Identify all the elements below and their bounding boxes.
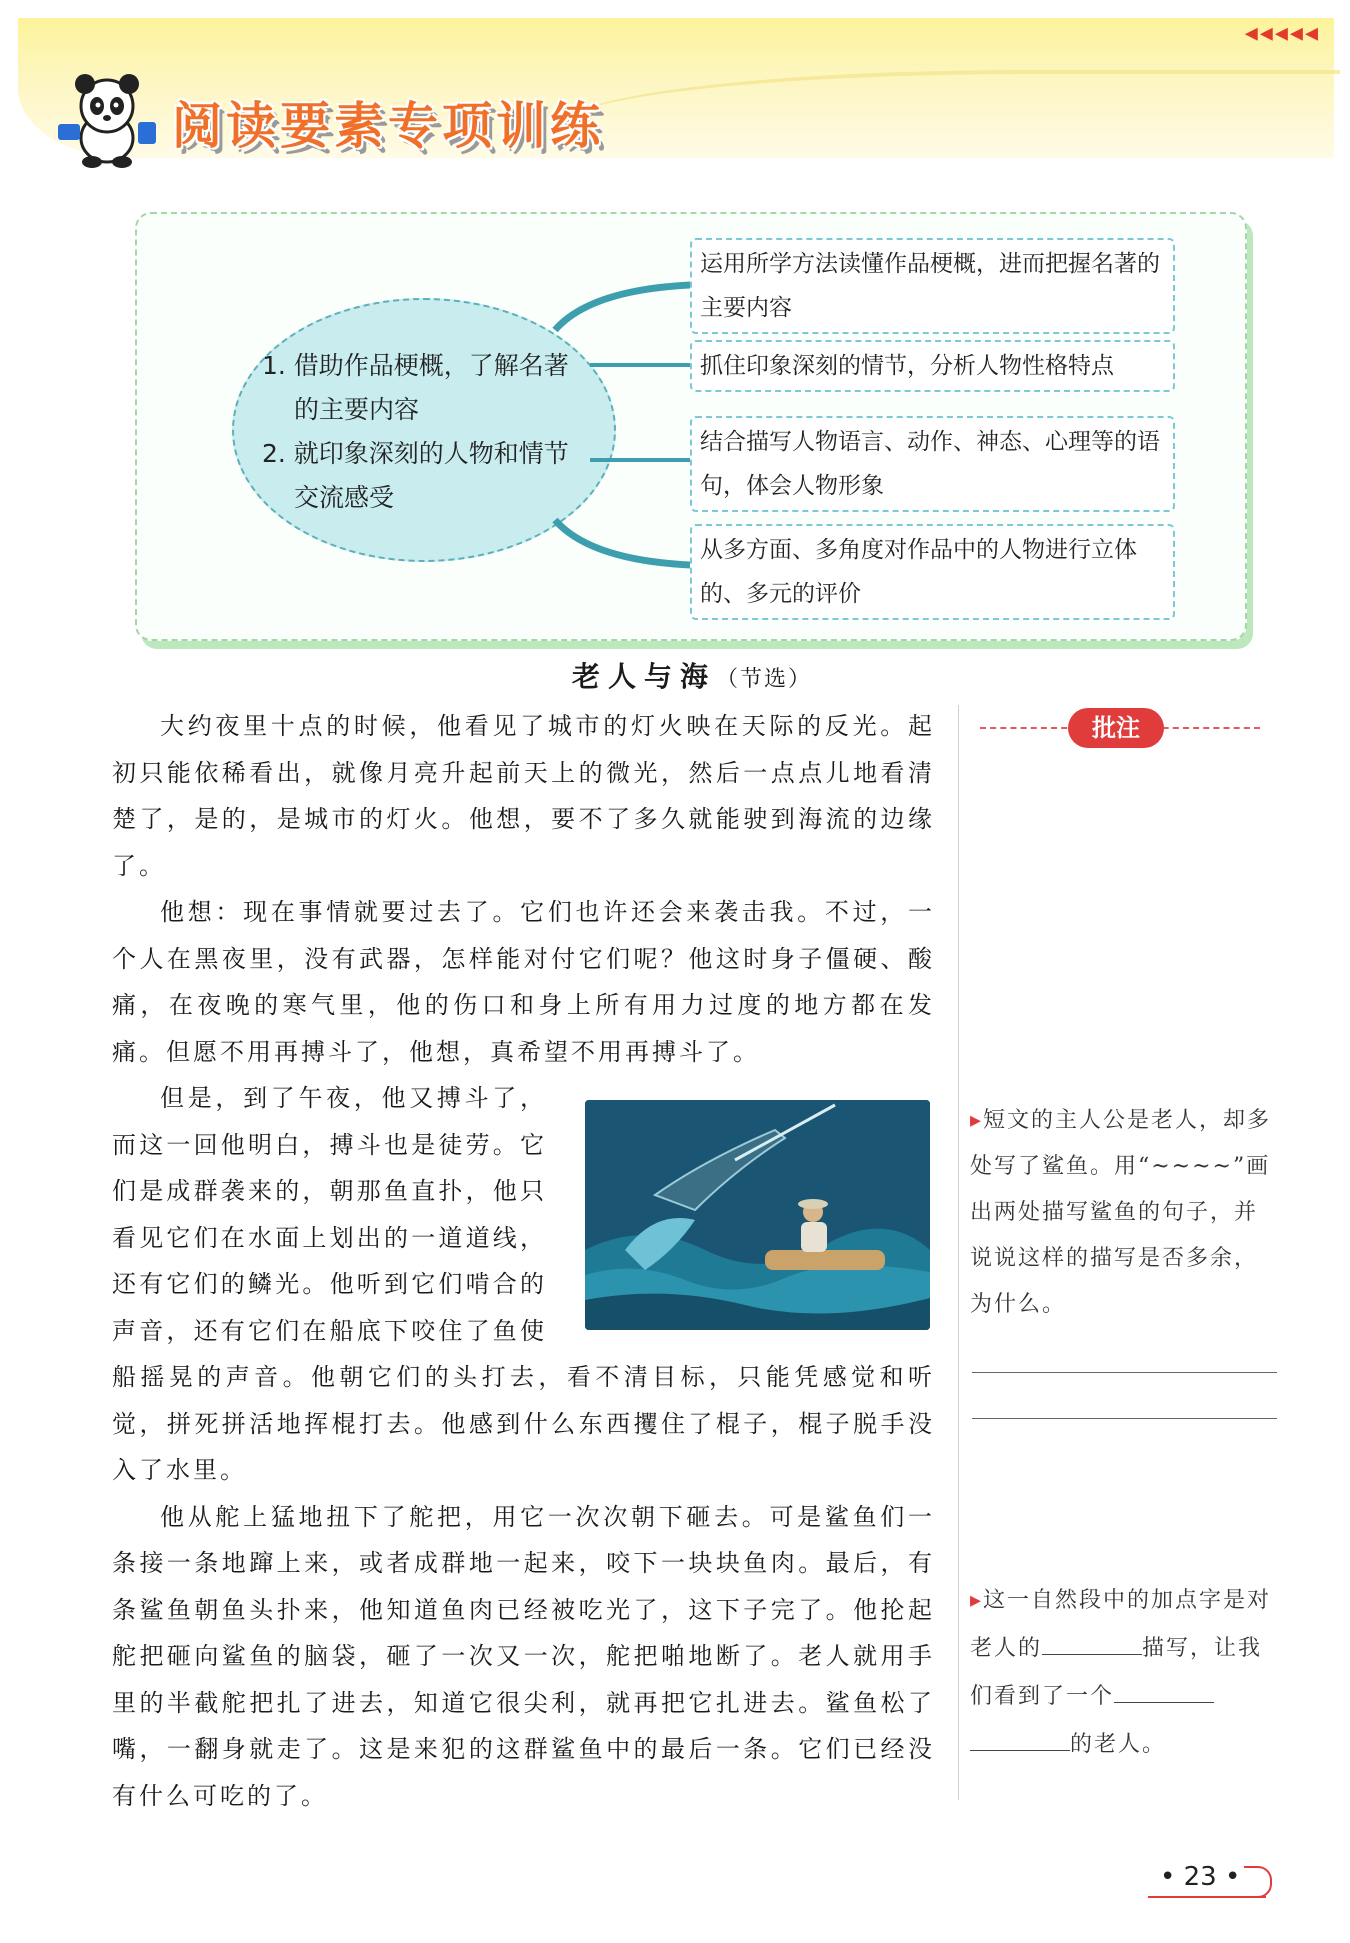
paragraph: 他想：现在事情就要过去了。它们也许还会来袭击我。不过，一个人在黑夜里，没有武器，怎样能对付它们呢？他这时身子僵硬、酸痛，在夜晚的寒气里，他的伤口和身上所有用力过度的地方都在发痛。但愿不用再搏斗了，他想，真希望不用再搏斗了。 — [112, 898, 935, 1066]
triangle-icon: ▸ — [970, 1588, 984, 1613]
panda-mascot-icon — [52, 68, 162, 168]
note-text: 的老人。 — [1070, 1732, 1167, 1757]
note-text: 短文的主人公是老人，却多处写了鲨鱼。用“~~~~”画出两处描写鲨鱼的句子，并说说这样的描写是否多余，为什么。 — [970, 1108, 1272, 1317]
mindmap-item: 抓住印象深刻的情节，分析人物性格特点 — [690, 340, 1175, 392]
header-arrows: ◂◂◂◂◂ — [1244, 18, 1320, 48]
passage-subtitle: （节选） — [716, 667, 813, 692]
paragraph: 大约夜里十点的时候，他看见了城市的灯火映在天际的反光。起初只能依稀看出，就像月亮升起前天上的微光，然后一点点儿地看清楚了，是的，是城市的灯火。他想，要不了多久就能驶到海流的边缘了。 — [112, 712, 935, 880]
answer-line[interactable] — [972, 1372, 1277, 1373]
page-title: 阅读要素专项训练 — [172, 97, 604, 155]
triangle-icon: ▸ — [970, 1108, 984, 1133]
mindmap-item: 结合描写人物语言、动作、神态、心理等的语句，体会人物形象 — [690, 416, 1175, 512]
illustration-old-man-and-marlin — [585, 1100, 930, 1330]
mindmap-item: 从多方面、多角度对作品中的人物进行立体的、多元的评价 — [690, 524, 1175, 620]
fill-blank[interactable] — [970, 1720, 1070, 1751]
paragraph: 他从舵上猛地扭下了舵把，用它一次次朝下砸去。可是鲨鱼们一条接一条地蹿上来，或者成群地一起来，咬下一块块鱼肉。最后，有条鲨鱼朝鱼头扑来，他知道鱼肉已经被吃光了，这下子完了。他抡起舵把砸向鲨鱼的脑袋，砸了一次又一次，舵把啪地断了。老人就用手里的半截舵把扎了进去，知道它很尖利，就再把它扎进去。鲨鱼松了嘴，一翻身就走了。这是来犯的这群鲨鱼中的最后一条。它们已经没有什么可吃的了。 — [112, 1502, 935, 1810]
mindmap-center-line: 1. 借助作品梗概，了解名著 — [262, 351, 569, 380]
note-text: 这一自然段中的加点字是对老人的 — [970, 1588, 1272, 1661]
mindmap-center-line: 的主要内容 — [294, 395, 420, 424]
annotation-note-1 — [970, 1098, 1280, 1328]
fill-blank[interactable] — [1114, 1672, 1214, 1703]
page-number-arc — [1244, 1866, 1272, 1898]
annotation-label: 批注 — [1068, 708, 1164, 748]
mindmap-connectors — [530, 260, 700, 580]
annotation-note-2 — [970, 1578, 1280, 1768]
answer-line[interactable] — [972, 1418, 1277, 1419]
page-number: • 23 • — [1160, 1862, 1241, 1892]
note-text: 描写，让我们看到了一个 — [970, 1636, 1263, 1709]
mindmap-item: 运用所学方法读懂作品梗概，进而把握名著的主要内容 — [690, 238, 1175, 334]
fill-blank[interactable] — [1042, 1624, 1142, 1655]
paragraph: 但是，到了午夜，他又搏斗了，而这一回他明白，搏斗也是徒劳。它们是成群袭来的，朝那鱼直扑，他只看见它们在水面上划出的一道道线，还有它们的鳞光。他听到它们啃合的声音，还有它们在船底下咬住了鱼使船摇晃的声音。他朝它们的头打去，看不清目标，只能凭感觉和听觉，拼死拼活地挥棍打去。他感到什么东西攫住了棍子，棍子脱手没入了水里。 — [112, 1084, 935, 1484]
mindmap-center-line: 交流感受 — [294, 483, 395, 512]
margin-divider — [958, 705, 959, 1800]
mindmap-center-line: 2. 就印象深刻的人物和情节 — [262, 439, 569, 468]
passage-title-main: 老人与海 — [572, 660, 717, 693]
passage-title — [572, 655, 812, 695]
